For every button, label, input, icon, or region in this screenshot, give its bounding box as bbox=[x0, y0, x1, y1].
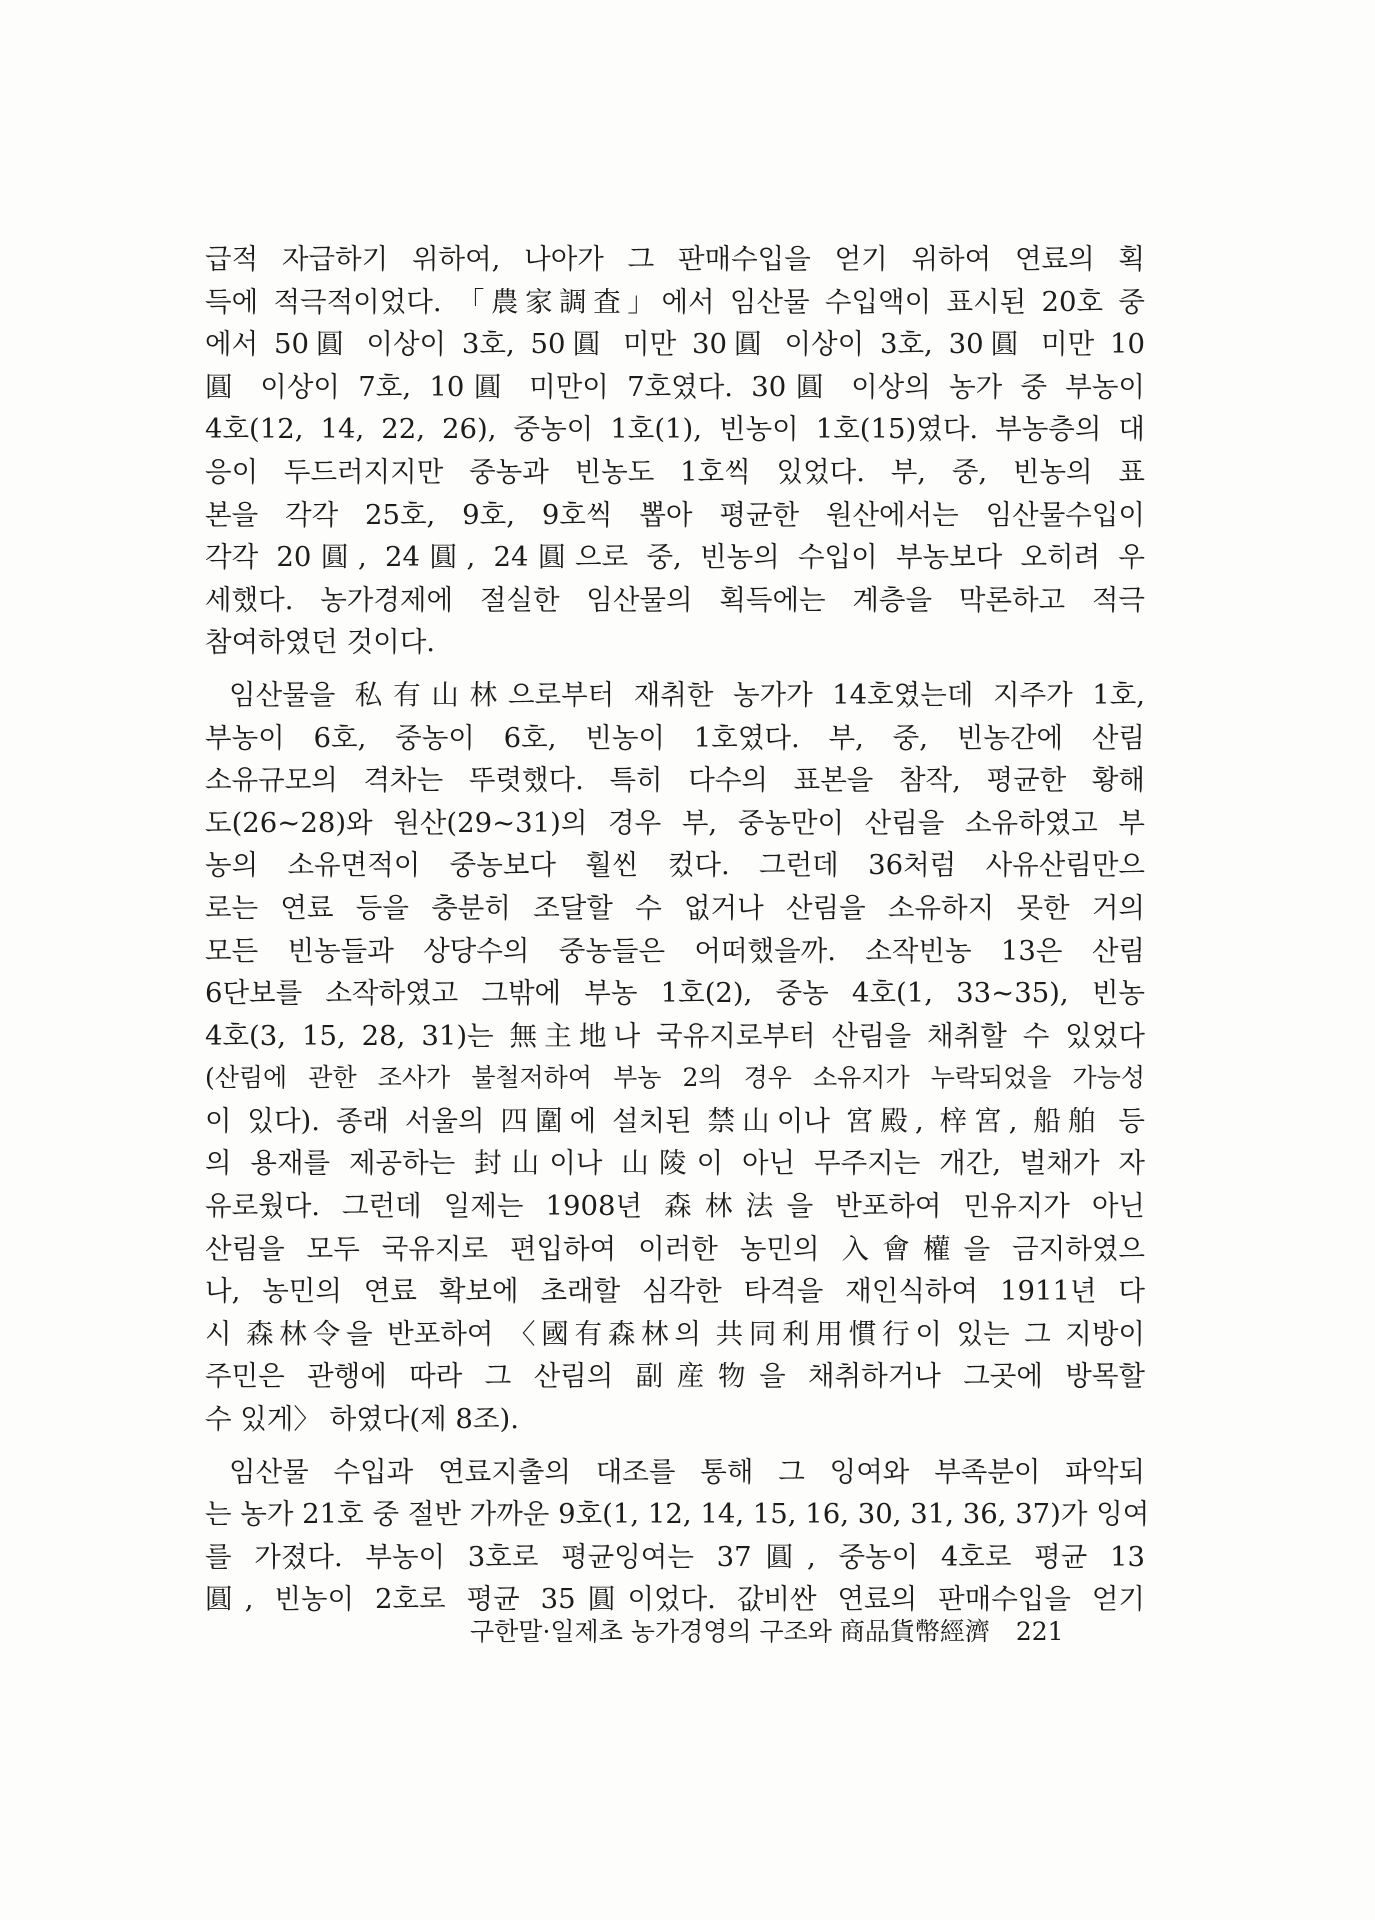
text-line: 圓, 빈농이 2호로 평균 35圓이었다. 값비싼 연료의 판매수입을 얻기 bbox=[205, 1583, 1145, 1616]
text-line: 에서 50圓 이상이 3호, 50圓 미만 30圓 이상이 3호, 30圓 미만 10 bbox=[205, 328, 1145, 361]
text-line: 세했다. 농가경제에 절실한 임산물의 획득에는 계층을 막론하고 적극 bbox=[205, 583, 1145, 616]
text-line: 이 있다). 종래 서울의 四圍에 설치된 禁山이나 宮殿, 梓宮, 船舶 등 bbox=[205, 1104, 1145, 1137]
paragraph-2 bbox=[205, 674, 1145, 1441]
text-line: 시 森林令을 반포하여 〈國有森林의 共同利用慣行이 있는 그 지방이 bbox=[205, 1317, 1145, 1350]
text-line: 도(26~28)와 원산(29~31)의 경우 부, 중농만이 산림을 소유하였고 부 bbox=[205, 806, 1145, 839]
text-line: 득에 적극적이었다. 「農家調査」에서 임산물 수입액이 표시된 20호 중 bbox=[205, 285, 1145, 318]
text-line: 모든 빈농들과 상당수의 중농들은 어떠했을까. 소작빈농 13은 산림 bbox=[205, 934, 1145, 967]
text-line: 본을 각각 25호, 9호, 9호씩 뽑아 평균한 원산에서는 임산물수입이 bbox=[205, 498, 1145, 531]
text-line: 4호(12, 14, 22, 26), 중농이 1호(1), 빈농이 1호(15)였다. 부농층의 대 bbox=[205, 413, 1145, 446]
page-number: 221 bbox=[1015, 1617, 1064, 1646]
text-line: 임산물 수입과 연료지출의 대조를 통해 그 잉여와 부족분이 파악되 bbox=[229, 1455, 1145, 1488]
running-title: 구한말·일제초 농가경영의 구조와 商品貨幣經濟 bbox=[470, 1617, 990, 1646]
text-line: 유로웠다. 그런데 일제는 1908년 森林法을 반포하여 민유지가 아닌 bbox=[205, 1190, 1145, 1223]
text-line: 임산물을 私有山林으로부터 재취한 농가가 14호였는데 지주가 1호, bbox=[229, 678, 1145, 711]
paragraph-1 bbox=[205, 238, 1145, 664]
page-footer bbox=[470, 1612, 1110, 1652]
text-line: 로는 연료 등을 충분히 조달할 수 없거나 산림을 소유하지 못한 거의 bbox=[205, 891, 1145, 924]
text-line: 의 용재를 제공하는 封山이나 山陵이 아닌 무주지는 개간, 벌채가 자 bbox=[205, 1147, 1145, 1180]
paragraph-3 bbox=[205, 1451, 1150, 1621]
text-line: 수 있게〉 하였다(제 8조). bbox=[205, 1403, 519, 1436]
text-line: 농의 소유면적이 중농보다 훨씬 컸다. 그런데 36처럼 사유산림만으 bbox=[205, 849, 1145, 882]
text-line: 나, 농민의 연료 확보에 초래할 심각한 타격을 재인식하여 1911년 다 bbox=[205, 1275, 1145, 1308]
text-line: 는 농가 21호 중 절반 가까운 9호(1, 12, 14, 15, 16, 30, 31, 36, 37)가 잉여 bbox=[205, 1498, 1150, 1531]
text-line: 圓 이상이 7호, 10圓 미만이 7호였다. 30圓 이상의 농가 중 부농이 bbox=[205, 370, 1145, 403]
text-line: 참여하였던 것이다. bbox=[205, 626, 436, 659]
text-line: 4호(3, 15, 28, 31)는 無主地나 국유지로부터 산림을 채취할 수 있었다 bbox=[205, 1019, 1145, 1052]
text-line: 산림을 모두 국유지로 편입하여 이러한 농민의 入會權을 금지하였으 bbox=[205, 1232, 1145, 1265]
text-line: 응이 두드러지지만 중농과 빈농도 1호씩 있었다. 부, 중, 빈농의 표 bbox=[205, 455, 1145, 488]
text-line: 부농이 6호, 중농이 6호, 빈농이 1호였다. 부, 중, 빈농간에 산림 bbox=[205, 721, 1145, 754]
text-line: 각각 20圓, 24圓, 24圓으로 중, 빈농의 수입이 부농보다 오히려 우 bbox=[205, 541, 1145, 574]
text-line: 를 가졌다. 부농이 3호로 평균잉여는 37圓, 중농이 4호로 평균 13 bbox=[205, 1540, 1145, 1573]
body-text bbox=[205, 238, 1150, 1621]
text-line: 주민은 관행에 따라 그 산림의 副産物을 채취하거나 그곳에 방목할 bbox=[205, 1360, 1145, 1393]
text-line: (산림에 관한 조사가 불철저하여 부농 2의 경우 소유지가 누락되었을 가능성 bbox=[205, 1063, 1145, 1093]
text-line: 소유규모의 격차는 뚜렷했다. 특히 다수의 표본을 참작, 평균한 황해 bbox=[205, 764, 1145, 797]
text-line: 6단보를 소작하였고 그밖에 부농 1호(2), 중농 4호(1, 33~35), 빈농 bbox=[205, 977, 1145, 1010]
text-line: 급적 자급하기 위하여, 나아가 그 판매수입을 얻기 위하여 연료의 획 bbox=[205, 243, 1145, 275]
